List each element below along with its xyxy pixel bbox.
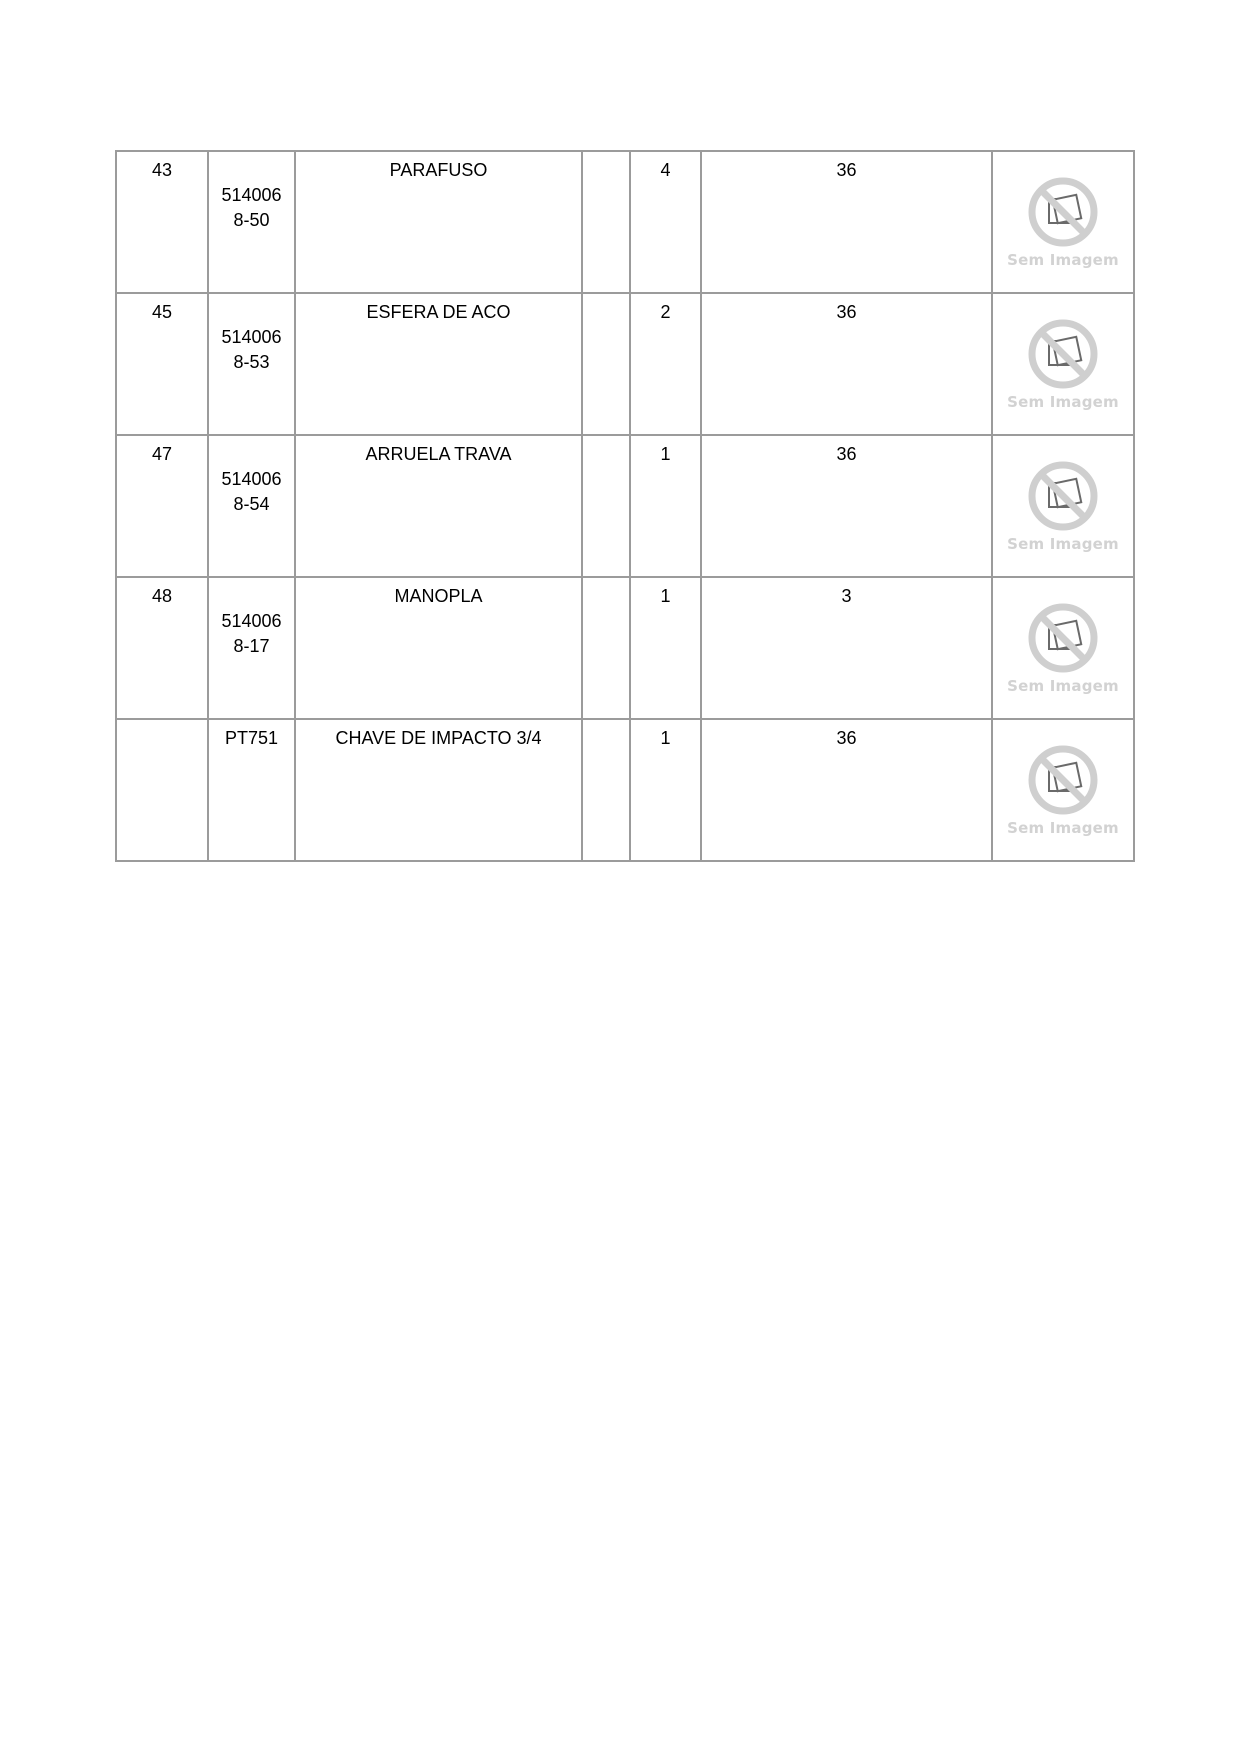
no-image-icon (1027, 460, 1099, 532)
empty-cell (582, 293, 630, 435)
no-image-placeholder (993, 152, 1133, 292)
description-cell: MANOPLA (295, 577, 582, 719)
item-number-cell: 45 (116, 293, 208, 435)
image-cell (992, 151, 1134, 293)
description-cell: PARAFUSO (295, 151, 582, 293)
part-code-cell: 5140068-53 (208, 293, 295, 435)
table-row (116, 435, 1134, 577)
no-image-icon (1027, 744, 1099, 816)
value-cell: 36 (701, 719, 992, 861)
quantity-cell: 2 (630, 293, 701, 435)
empty-cell (582, 435, 630, 577)
table-row (116, 577, 1134, 719)
image-cell (992, 435, 1134, 577)
value-cell: 36 (701, 293, 992, 435)
item-number-cell: 43 (116, 151, 208, 293)
quantity-cell: 4 (630, 151, 701, 293)
table-row (116, 151, 1134, 293)
item-number-cell (116, 719, 208, 861)
image-cell (992, 293, 1134, 435)
no-image-placeholder (993, 720, 1133, 860)
no-image-icon (1027, 318, 1099, 390)
no-image-caption: Sem Imagem (1007, 251, 1119, 269)
empty-cell (582, 577, 630, 719)
part-code-cell: 5140068-50 (208, 151, 295, 293)
parts-table (115, 150, 1135, 862)
no-image-caption: Sem Imagem (1007, 393, 1119, 411)
description-cell: ARRUELA TRAVA (295, 435, 582, 577)
no-image-caption: Sem Imagem (1007, 535, 1119, 553)
no-image-placeholder (993, 578, 1133, 718)
no-image-caption: Sem Imagem (1007, 677, 1119, 695)
no-image-placeholder (993, 294, 1133, 434)
table-row (116, 719, 1134, 861)
part-code-cell: 5140068-54 (208, 435, 295, 577)
quantity-cell: 1 (630, 719, 701, 861)
empty-cell (582, 719, 630, 861)
image-cell (992, 719, 1134, 861)
part-code-cell: 5140068-17 (208, 577, 295, 719)
item-number-cell: 47 (116, 435, 208, 577)
value-cell: 36 (701, 435, 992, 577)
empty-cell (582, 151, 630, 293)
no-image-icon (1027, 602, 1099, 674)
part-code-cell: PT751 (208, 719, 295, 861)
value-cell: 36 (701, 151, 992, 293)
no-image-placeholder (993, 436, 1133, 576)
value-cell: 3 (701, 577, 992, 719)
description-cell: ESFERA DE ACO (295, 293, 582, 435)
quantity-cell: 1 (630, 577, 701, 719)
description-cell: CHAVE DE IMPACTO 3/4 (295, 719, 582, 861)
image-cell (992, 577, 1134, 719)
no-image-caption: Sem Imagem (1007, 819, 1119, 837)
table-row (116, 293, 1134, 435)
no-image-icon (1027, 176, 1099, 248)
quantity-cell: 1 (630, 435, 701, 577)
item-number-cell: 48 (116, 577, 208, 719)
